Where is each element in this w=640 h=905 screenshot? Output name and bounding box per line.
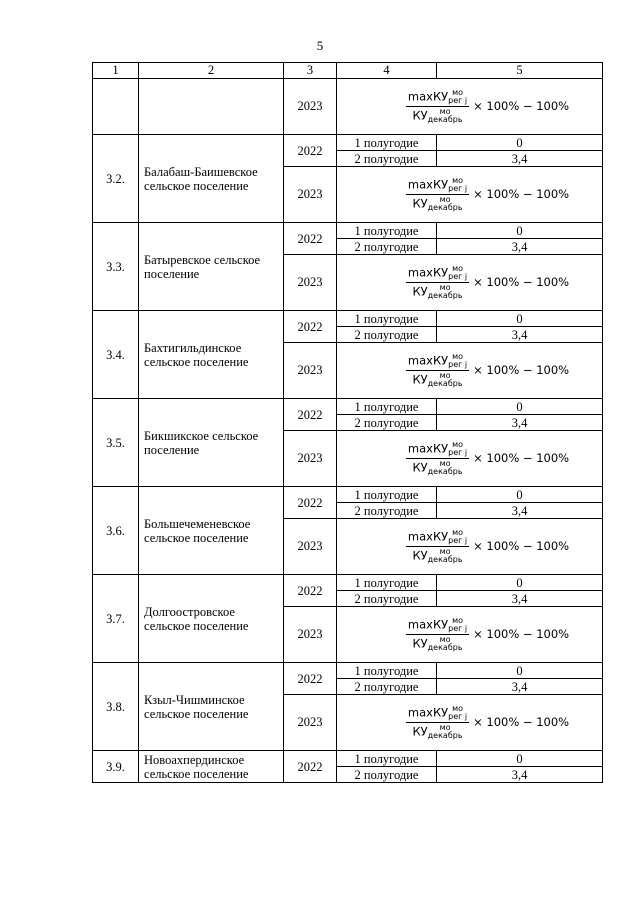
half-year-cell: 1 полугодие <box>337 311 437 327</box>
num-base: maxКУ <box>407 441 449 456</box>
den-sup: мо <box>439 371 451 380</box>
den-sub: декабрь <box>427 291 463 300</box>
value-cell: 0 <box>437 223 603 239</box>
value-cell: 0 <box>437 135 603 151</box>
formula-cell <box>337 607 603 663</box>
num-sub: рег j <box>448 360 468 369</box>
formula-cell <box>337 79 603 135</box>
formula <box>406 441 569 476</box>
formula-rest: × 100% − 100% <box>473 275 570 289</box>
den-sup: мо <box>439 195 451 204</box>
formula-rest: × 100% − 100% <box>473 451 570 465</box>
num-sub: рег j <box>448 272 468 281</box>
fraction-denominator <box>410 723 464 740</box>
formula-cell <box>337 519 603 575</box>
fraction-denominator <box>410 283 464 300</box>
year-cell: 2022 <box>284 575 337 607</box>
fraction-numerator <box>406 705 469 723</box>
half-year-cell: 1 полугодие <box>337 223 437 239</box>
formula <box>406 89 569 124</box>
tariff-table <box>92 62 603 783</box>
fraction <box>406 89 469 124</box>
num-sup: мо <box>452 440 464 449</box>
value-cell: 3,4 <box>437 591 603 607</box>
table-row <box>93 487 603 503</box>
num-indices <box>448 265 467 281</box>
half-year-cell: 2 полугодие <box>337 239 437 255</box>
formula <box>406 617 569 652</box>
num-sup: мо <box>452 616 464 625</box>
fraction <box>406 705 469 740</box>
den-indices <box>428 284 463 300</box>
num-indices <box>448 441 467 457</box>
header-row <box>93 63 603 79</box>
den-indices <box>428 548 463 564</box>
den-base: КУ <box>412 108 428 123</box>
settlement-number: 3.8. <box>93 663 139 751</box>
den-sup: мо <box>439 107 451 116</box>
continuation-name-cell <box>139 79 284 135</box>
fraction-denominator <box>410 107 464 124</box>
den-base: КУ <box>412 196 428 211</box>
half-year-cell: 1 полугодие <box>337 399 437 415</box>
half-year-cell: 2 полугодие <box>337 327 437 343</box>
half-year-cell: 2 полугодие <box>337 503 437 519</box>
year-cell: 2023 <box>284 695 337 751</box>
table-row <box>93 751 603 767</box>
value-cell: 0 <box>437 487 603 503</box>
den-indices <box>428 724 463 740</box>
year-cell: 2022 <box>284 135 337 167</box>
den-base: КУ <box>412 724 428 739</box>
fraction <box>406 617 469 652</box>
year-cell: 2023 <box>284 255 337 311</box>
value-cell: 3,4 <box>437 503 603 519</box>
half-year-cell: 2 полугодие <box>337 151 437 167</box>
half-year-cell: 1 полугодие <box>337 575 437 591</box>
half-year-cell: 2 полугодие <box>337 415 437 431</box>
settlement-number: 3.5. <box>93 399 139 487</box>
num-indices <box>448 177 467 193</box>
den-base: КУ <box>412 284 428 299</box>
num-sup: мо <box>452 704 464 713</box>
num-sup: мо <box>452 88 464 97</box>
formula <box>406 353 569 388</box>
table-row <box>93 399 603 415</box>
table-row <box>93 575 603 591</box>
num-indices <box>448 353 467 369</box>
table-row <box>93 663 603 679</box>
fraction-numerator <box>406 89 469 107</box>
num-base: maxКУ <box>407 353 449 368</box>
value-cell: 3,4 <box>437 767 603 783</box>
fraction-denominator <box>410 635 464 652</box>
header-cell: 2 <box>139 63 284 79</box>
den-indices <box>428 636 463 652</box>
value-cell: 3,4 <box>437 415 603 431</box>
value-cell: 0 <box>437 575 603 591</box>
formula-cell <box>337 695 603 751</box>
num-sub: рег j <box>448 184 468 193</box>
settlement-number: 3.9. <box>93 751 139 783</box>
settlement-number: 3.3. <box>93 223 139 311</box>
num-base: maxКУ <box>407 705 449 720</box>
header-cell: 1 <box>93 63 139 79</box>
settlement-name: Балабаш-Баишевское сельское поселение <box>139 135 284 223</box>
fraction <box>406 265 469 300</box>
num-sub: рег j <box>448 712 468 721</box>
year-cell: 2022 <box>284 751 337 783</box>
num-indices <box>448 705 467 721</box>
half-year-cell: 1 полугодие <box>337 751 437 767</box>
settlement-number: 3.2. <box>93 135 139 223</box>
fraction <box>406 529 469 564</box>
formula-rest: × 100% − 100% <box>473 363 570 377</box>
settlement-name: Батыревское сельское поселение <box>139 223 284 311</box>
fraction-numerator <box>406 441 469 459</box>
num-indices <box>448 89 467 105</box>
formula-rest: × 100% − 100% <box>473 99 570 113</box>
year-cell: 2023 <box>284 519 337 575</box>
half-year-cell: 1 полугодие <box>337 135 437 151</box>
continuation-num-cell <box>93 79 139 135</box>
table-row <box>93 311 603 327</box>
den-sub: декабрь <box>427 379 463 388</box>
den-sup: мо <box>439 283 451 292</box>
half-year-cell: 1 полугодие <box>337 663 437 679</box>
year-cell: 2023 <box>284 343 337 399</box>
den-sub: декабрь <box>427 467 463 476</box>
formula <box>406 177 569 212</box>
formula-rest: × 100% − 100% <box>473 187 570 201</box>
fraction-denominator <box>410 371 464 388</box>
year-cell: 2023 <box>284 167 337 223</box>
year-cell: 2022 <box>284 399 337 431</box>
den-indices <box>428 196 463 212</box>
den-sub: декабрь <box>427 203 463 212</box>
num-base: maxКУ <box>407 177 449 192</box>
den-sup: мо <box>439 459 451 468</box>
settlement-name: Бикшикское сельское поселение <box>139 399 284 487</box>
den-indices <box>428 372 463 388</box>
num-sup: мо <box>452 176 464 185</box>
fraction <box>406 353 469 388</box>
den-sub: декабрь <box>427 731 463 740</box>
den-sup: мо <box>439 723 451 732</box>
half-year-cell: 2 полугодие <box>337 591 437 607</box>
half-year-cell: 2 полугодие <box>337 679 437 695</box>
den-base: КУ <box>412 372 428 387</box>
value-cell: 0 <box>437 751 603 767</box>
den-sub: декабрь <box>427 643 463 652</box>
formula-rest: × 100% − 100% <box>473 627 570 641</box>
num-sub: рег j <box>448 448 468 457</box>
settlement-number: 3.6. <box>93 487 139 575</box>
year-cell: 2023 <box>284 431 337 487</box>
year-cell: 2023 <box>284 79 337 135</box>
settlement-name: Кзыл-Чишминское сельское поселение <box>139 663 284 751</box>
fraction-numerator <box>406 353 469 371</box>
num-sub: рег j <box>448 624 468 633</box>
fraction-numerator <box>406 177 469 195</box>
table-row <box>93 135 603 151</box>
formula <box>406 265 569 300</box>
year-cell: 2022 <box>284 663 337 695</box>
value-cell: 3,4 <box>437 239 603 255</box>
num-base: maxКУ <box>407 89 449 104</box>
den-sup: мо <box>439 547 451 556</box>
fraction-numerator <box>406 265 469 283</box>
settlement-name: Долгоостровское сельское поселение <box>139 575 284 663</box>
year-cell: 2023 <box>284 607 337 663</box>
num-sub: рег j <box>448 536 468 545</box>
den-sub: декабрь <box>427 115 463 124</box>
fraction-numerator <box>406 529 469 547</box>
value-cell: 3,4 <box>437 327 603 343</box>
formula <box>406 529 569 564</box>
formula-rest: × 100% − 100% <box>473 539 570 553</box>
num-sup: мо <box>452 528 464 537</box>
fraction-denominator <box>410 459 464 476</box>
header-cell: 4 <box>337 63 437 79</box>
fraction <box>406 177 469 212</box>
num-base: maxКУ <box>407 265 449 280</box>
year-cell: 2022 <box>284 487 337 519</box>
formula-cell <box>337 167 603 223</box>
value-cell: 0 <box>437 663 603 679</box>
half-year-cell: 2 полугодие <box>337 767 437 783</box>
year-cell: 2022 <box>284 311 337 343</box>
header-cell: 3 <box>284 63 337 79</box>
num-sub: рег j <box>448 96 468 105</box>
num-base: maxКУ <box>407 617 449 632</box>
num-indices <box>448 617 467 633</box>
settlement-name: Новоахпердинское сельское поселение <box>139 751 284 783</box>
value-cell: 0 <box>437 399 603 415</box>
fraction-denominator <box>410 195 464 212</box>
settlement-number: 3.7. <box>93 575 139 663</box>
page-number: 5 <box>316 38 324 53</box>
value-cell: 3,4 <box>437 679 603 695</box>
settlement-name: Бахтигильдинское сельское поселение <box>139 311 284 399</box>
formula-rest: × 100% − 100% <box>473 715 570 729</box>
num-sup: мо <box>452 264 464 273</box>
fraction-numerator <box>406 617 469 635</box>
settlement-name: Большечеменевское сельское поселение <box>139 487 284 575</box>
den-sup: мо <box>439 635 451 644</box>
continuation-row <box>93 79 603 135</box>
year-cell: 2022 <box>284 223 337 255</box>
den-base: КУ <box>412 636 428 651</box>
den-base: КУ <box>412 460 428 475</box>
num-sup: мо <box>452 352 464 361</box>
header-cell: 5 <box>437 63 603 79</box>
den-indices <box>428 460 463 476</box>
formula-cell <box>337 255 603 311</box>
num-base: maxКУ <box>407 529 449 544</box>
formula <box>406 705 569 740</box>
value-cell: 0 <box>437 311 603 327</box>
value-cell: 3,4 <box>437 151 603 167</box>
fraction-denominator <box>410 547 464 564</box>
den-base: КУ <box>412 548 428 563</box>
table-row <box>93 223 603 239</box>
fraction <box>406 441 469 476</box>
den-indices <box>428 108 463 124</box>
settlement-number: 3.4. <box>93 311 139 399</box>
formula-cell <box>337 343 603 399</box>
formula-cell <box>337 431 603 487</box>
half-year-cell: 1 полугодие <box>337 487 437 503</box>
den-sub: декабрь <box>427 555 463 564</box>
num-indices <box>448 529 467 545</box>
